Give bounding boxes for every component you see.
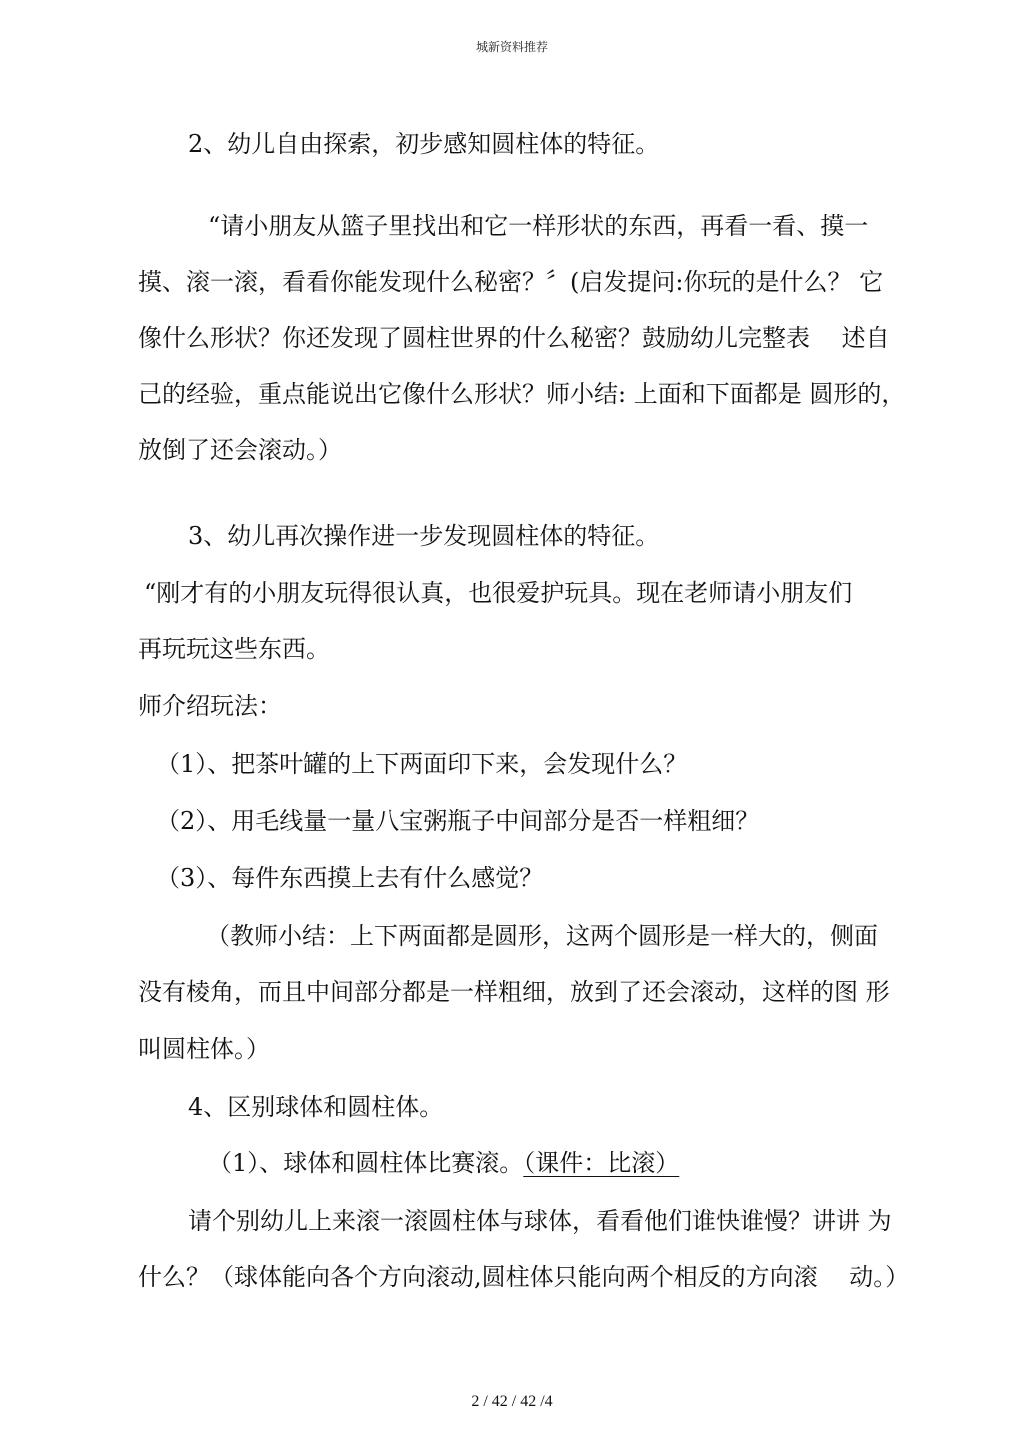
list-item	[208, 1147, 679, 1179]
paragraph-line: “请小朋友从篮子里找出和它一样形状的东西，再看一看、摸一	[208, 212, 869, 240]
paragraph-line: 没有棱角，而且中间部分都是一样粗细，放到了还会滚动，这样的图 形	[138, 978, 890, 1006]
courseware-link: （课件：比滚）	[523, 1149, 680, 1177]
paragraph-line: 2、幼儿自由探索，初步感知圆柱体的特征。	[188, 130, 660, 158]
list-item: （1）、把茶叶罐的上下两面印下来，会发现什么？	[156, 750, 688, 778]
paragraph-line: （教师小结：上下两面都是圆形，这两个圆形是一样大的，侧面	[206, 922, 878, 950]
paragraph-line: 己的经验，重点能说出它像什么形状？师小结: 上面和下面都是 圆形的，	[138, 380, 906, 408]
paragraph-line: 请个别幼儿上来滚一滚圆柱体与球体，看看他们谁快谁慢？讲讲 为	[188, 1207, 892, 1235]
paragraph-line: “刚才有的小朋友玩得很认真，也很爱护玩具。现在老师请小朋友们	[144, 579, 853, 607]
paragraph-line: 放倒了还会滚动。）	[138, 436, 342, 464]
list-item: （3）、每件东西摸上去有什么感觉？	[156, 864, 544, 892]
paragraph-line: 3、幼儿再次操作进一步发现圆柱体的特征。	[188, 522, 660, 550]
paragraph-line: 什么？（球体能向各个方向滚动,圆柱体只能向两个相反的方向滚 动。）	[138, 1263, 910, 1291]
list-item: （2）、用毛线量一量八宝粥瓶子中间部分是否一样粗细？	[156, 807, 760, 835]
paragraph-line: 师介绍玩法：	[138, 692, 282, 720]
paragraph-line: 像什么形状？你还发现了圆柱世界的什么秘密？鼓励幼儿完整表 述自	[138, 324, 890, 352]
paragraph-line: 4、区别球体和圆柱体。	[188, 1093, 444, 1121]
paragraph-line: 再玩玩这些东西。	[138, 635, 330, 663]
paragraph-line: 摸、滚一滚，看看你能发现什么秘密？〞(启发提问:你玩的是什么？ 它	[138, 268, 884, 296]
list-item-text: （1）、球体和圆柱体比赛滚。	[208, 1149, 524, 1177]
page-number: 2 / 42 / 42 /4	[471, 1393, 553, 1410]
page-header: 城新资料推荐	[475, 40, 548, 54]
paragraph-line: 叫圆柱体。）	[138, 1035, 270, 1063]
